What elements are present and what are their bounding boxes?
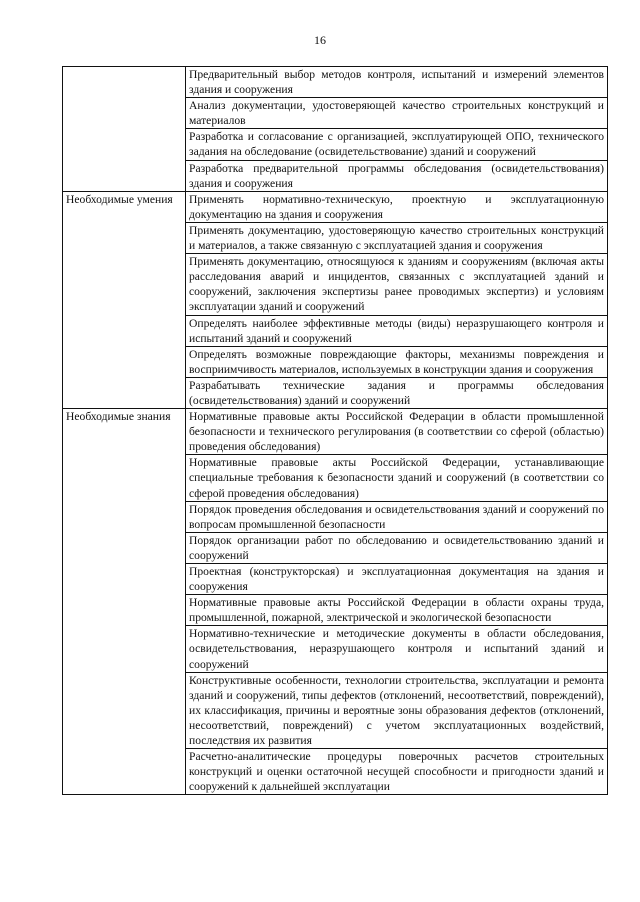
table-cell: Разрабатывать технические задания и программы обследования (освидетельствования) зданий и сооружений — [186, 377, 608, 408]
table-cell: Порядок организации работ по обследованию и освидетельствованию зданий и сооружений — [186, 532, 608, 563]
table-row — [63, 191, 608, 222]
table-row — [63, 67, 608, 98]
table-cell: Нормативные правовые акты Российской Федерации в области промышленной безопасности и технического регулирования (в соответствии со сферой (областью) проведения обследования) — [186, 409, 608, 455]
table-cell: Нормативные правовые акты Российской Федерации в области охраны труда, промышленной, пожарной, электрической и экологической безопасности — [186, 595, 608, 626]
table-cell: Определять наиболее эффективные методы (виды) неразрушающего контроля и испытаний зданий и сооружений — [186, 315, 608, 346]
table-cell: Определять возможные повреждающие факторы, механизмы повреждения и восприимчивость материалов, используемых в конструкции здания и сооружения — [186, 346, 608, 377]
table-cell: Разработка предварительной программы обследования (освидетельствования) здания и сооружения — [186, 160, 608, 191]
table-cell: Проектная (конструкторская) и эксплуатационная документация на здания и сооружения — [186, 564, 608, 595]
table-row — [63, 409, 608, 455]
table-cell: Нормативно-технические и методические документы в области обследования, освидетельствования, неразрушающего контроля и испытаний зданий и сооружений — [186, 626, 608, 672]
table-cell: Расчетно-аналитические процедуры поверочных расчетов строительных конструкций и оценки остаточной несущей способности и пригодности зданий и сооружений к дальнейшей эксплуатации — [186, 749, 608, 795]
table-cell: Разработка и согласование с организацией, эксплуатирующей ОПО, технического задания на обследование (освидетельствование) зданий и сооружений — [186, 129, 608, 160]
section-label-knowledge: Необходимые знания — [63, 409, 186, 795]
table-cell: Предварительный выбор методов контроля, испытаний и измерений элементов здания и сооружения — [186, 67, 608, 98]
table-cell: Порядок проведения обследования и освидетельствования зданий и сооружений по вопросам промышленной безопасности — [186, 501, 608, 532]
table-cell: Применять нормативно-техническую, проектную и эксплуатационную документацию на здания и сооружения — [186, 191, 608, 222]
table-cell: Применять документацию, относящуюся к зданиям и сооружениям (включая акты расследования аварий и инцидентов, связанных с эксплуатацией зданий и сооружений, заключения экспертизы ранее проводимых экспертиз) и условиям эксплуатации зданий и сооружений — [186, 254, 608, 315]
competency-table — [62, 66, 608, 795]
section-label — [63, 67, 186, 192]
table-cell: Анализ документации, удостоверяющей качество строительных конструкций и материалов — [186, 98, 608, 129]
table-cell: Конструктивные особенности, технологии строительства, эксплуатации и ремонта зданий и сооружений, типы дефектов (отклонений, несоответствий, повреждений), их классификация, причины и вероятные зоны образования дефектов (отклонений, несоответствий, повреждений) с учетом эксплуатационных воздействий, последствия их развития — [186, 672, 608, 748]
page-number: 16 — [314, 33, 326, 47]
section-label-skills: Необходимые умения — [63, 191, 186, 408]
table-cell: Нормативные правовые акты Российской Федерации, устанавливающие специальные требования к безопасности зданий и сооружений (в соответствии со сферой проведения обследования) — [186, 455, 608, 501]
table-cell: Применять документацию, удостоверяющую качество строительных конструкций и материалов, а также связанную с эксплуатацией здания и сооружения — [186, 222, 608, 253]
